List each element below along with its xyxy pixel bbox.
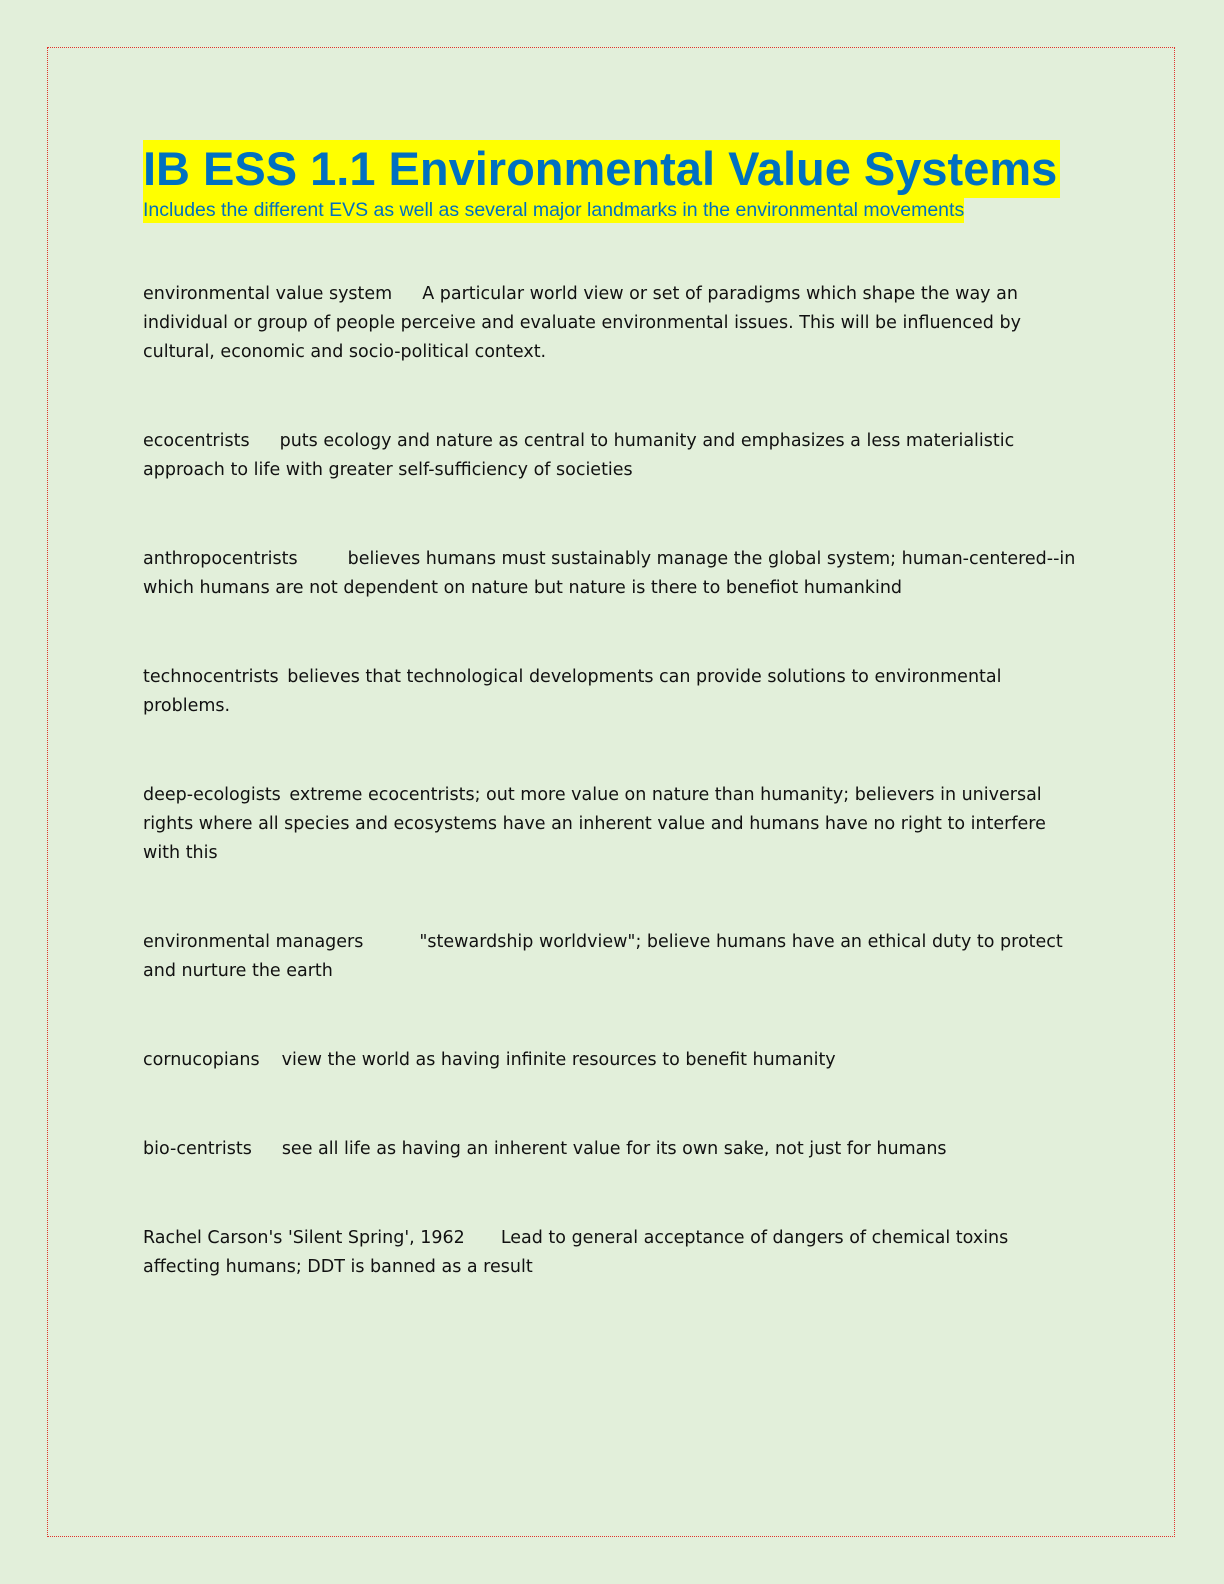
list-item — [143, 280, 1083, 367]
entry-definition: view the world as having infinite resources to benefit humanity — [281, 1050, 836, 1070]
page-subtitle: Includes the different EVS as well as several major landmarks in the environmental movements — [143, 199, 965, 221]
list-item — [143, 663, 1083, 721]
list-item — [143, 545, 1083, 603]
page-title: IB ESS 1.1 Environmental Value Systems — [143, 140, 1060, 198]
entry-definition: A particular world view or set of paradigms which shape the way an individual or group of people perceive and evaluate environmental issues. This will be influenced by cultural, economic and socio-political context. — [143, 284, 1021, 362]
list-item — [143, 427, 1083, 485]
entry-term: bio-centrists — [143, 1139, 252, 1159]
entry-term: environmental value system — [143, 284, 393, 304]
entry-term: technocentrists — [143, 667, 279, 687]
entry-definition: Lead to general acceptance of dangers of chemical toxins affecting humans; DDT is banned as a result — [143, 1228, 1009, 1277]
entry-term: anthropocentrists — [143, 549, 298, 569]
list-item — [143, 781, 1083, 868]
entry-term: Rachel Carson's 'Silent Spring', 1962 — [143, 1228, 465, 1248]
entry-term: deep-ecologists — [143, 785, 281, 805]
list-item — [143, 1046, 1083, 1075]
entry-term: cornucopians — [143, 1050, 260, 1070]
header — [143, 140, 1083, 223]
entry-term: ecocentrists — [143, 431, 250, 451]
entry-definition: "stewardship worldview"; believe humans have an ethical duty to protect and nurture the earth — [143, 932, 1063, 981]
document-body — [143, 140, 1083, 1342]
entry-definition: puts ecology and nature as central to humanity and emphasizes a less materialistic approach to life with greater self-sufficiency of societies — [143, 431, 1015, 480]
list-item — [143, 1135, 1083, 1164]
entry-definition: extreme ecocentrists; out more value on nature than humanity; believers in universal rights where all species and ecosystems have an inherent value and humans have no right to interfere with this — [143, 785, 1046, 863]
entry-definition: see all life as having an inherent value for its own sake, not just for humans — [281, 1139, 947, 1159]
entry-list — [143, 280, 1083, 1282]
entry-term: environmental managers — [143, 932, 364, 952]
list-item — [143, 1224, 1083, 1282]
entry-definition: believes humans must sustainably manage the global system; human-centered--in which humans are not dependent on nature but nature is there to benefiot humankind — [143, 549, 1076, 598]
list-item — [143, 928, 1083, 986]
entry-definition: believes that technological developments can provide solutions to environmental problems. — [143, 667, 1002, 716]
